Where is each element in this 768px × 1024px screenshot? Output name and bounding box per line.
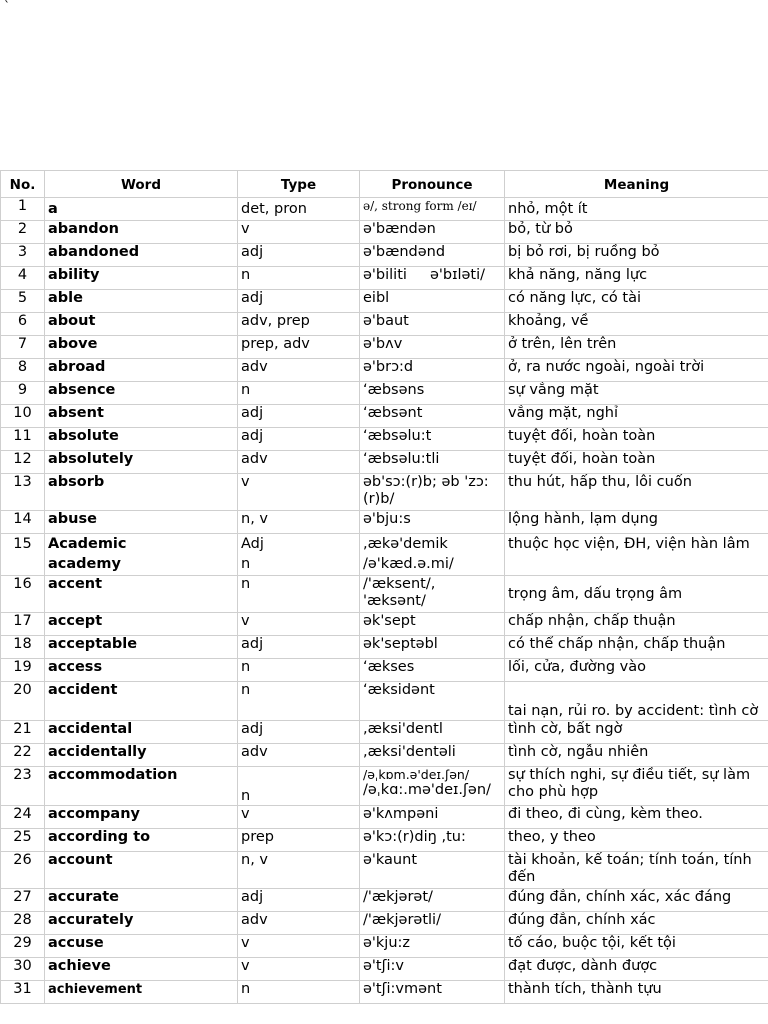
type-text: adv	[238, 912, 360, 935]
table-row	[1, 428, 768, 451]
table-row	[1, 744, 768, 767]
row-number: 5	[1, 290, 45, 313]
meaning-text: sự thích nghi, sự điều tiết, sự làm cho phù hợp	[505, 767, 768, 806]
meaning-text: tuyệt đối, hoàn toàn	[505, 451, 768, 474]
pronounce-text-secondary: /ə'kæd.ə.mi/	[363, 556, 454, 572]
type-text: n	[238, 382, 360, 405]
word-text: able	[45, 290, 238, 313]
row-number: 29	[1, 935, 45, 958]
pronounce-text: ‘ækses	[360, 659, 505, 682]
pronounce-text: ə'bʌv	[360, 336, 505, 359]
word-text: absolute	[45, 428, 238, 451]
meaning-text: đi theo, đi cùng, kèm theo.	[505, 806, 768, 829]
row-number: 20	[1, 682, 45, 721]
meaning-text: ở, ra nước ngoài, ngoài trời	[505, 359, 768, 382]
word-text: abroad	[45, 359, 238, 382]
header-meaning: Meaning	[505, 171, 768, 198]
row-number: 31	[1, 981, 45, 1004]
word-text: absent	[45, 405, 238, 428]
word-text: access	[45, 659, 238, 682]
type-text: v	[238, 806, 360, 829]
word-text: a	[48, 201, 58, 217]
pronounce-text: ə'kʌmpəni	[360, 806, 505, 829]
pronounce-text: ə'baut	[360, 313, 505, 336]
table-row	[1, 382, 768, 405]
table-row	[1, 451, 768, 474]
table-row	[1, 852, 768, 889]
stray-mark: `	[4, 0, 10, 13]
pronounce-text: ‘æbsəlu:tli	[360, 451, 505, 474]
meaning-text: bị bỏ rơi, bị ruồng bỏ	[505, 244, 768, 267]
meaning-text: đạt được, dành được	[505, 958, 768, 981]
type-text: n	[238, 682, 360, 721]
row-number: 16	[1, 576, 45, 613]
row-number: 8	[1, 359, 45, 382]
pronounce-text: eibl	[360, 290, 505, 313]
word-text-secondary: academy	[48, 556, 121, 572]
word-text: abandoned	[45, 244, 238, 267]
row-number: 7	[1, 336, 45, 359]
type-text: adv	[238, 744, 360, 767]
word-text: absolutely	[45, 451, 238, 474]
pronounce-cell	[360, 767, 505, 806]
pronounce-text: /əˌkɒm.ə'deɪ.ʃən/	[363, 767, 470, 782]
row-number: 19	[1, 659, 45, 682]
table-row	[1, 829, 768, 852]
word-cell	[45, 534, 238, 576]
table-row	[1, 336, 768, 359]
table-row	[1, 359, 768, 382]
meaning-text: tài khoản, kế toán; tính toán, tính đến	[505, 852, 768, 889]
word-text: accident	[45, 682, 238, 721]
type-text: n	[238, 659, 360, 682]
type-text: adj	[238, 636, 360, 659]
table-row	[1, 767, 768, 806]
table-row	[1, 613, 768, 636]
meaning-text: tuyệt đối, hoàn toàn	[505, 428, 768, 451]
word-text: accept	[45, 613, 238, 636]
word-text: Academic	[48, 536, 127, 552]
header-row	[1, 171, 768, 198]
table-row	[1, 912, 768, 935]
meaning-text: thu hút, hấp thu, lôi cuốn	[505, 474, 768, 511]
pronounce-text: ək'sept	[360, 613, 505, 636]
pronounce-text: ‘æksidənt	[360, 682, 505, 721]
table-row	[1, 534, 768, 576]
type-text: adj	[238, 889, 360, 912]
pronounce-text: ə'kɔ:(r)diŋ ,tu:	[360, 829, 505, 852]
table-row	[1, 636, 768, 659]
row-number: 25	[1, 829, 45, 852]
row-number: 11	[1, 428, 45, 451]
pronounce-text: ə'kaunt	[360, 852, 505, 889]
type-text: v	[238, 958, 360, 981]
pronounce-text: ək'septəbl	[360, 636, 505, 659]
type-text: prep	[238, 829, 360, 852]
type-text: v	[238, 221, 360, 244]
word-text: achieve	[45, 958, 238, 981]
row-number: 2	[1, 221, 45, 244]
meaning-text: nhỏ, một ít	[508, 201, 588, 217]
meaning-text: đúng đắn, chính xác, xác đáng	[505, 889, 768, 912]
table-row	[1, 267, 768, 290]
row-number: 13	[1, 474, 45, 511]
header-pronounce: Pronounce	[360, 171, 505, 198]
pronounce-text: ,ækə'demik	[363, 536, 448, 552]
type-text: adj	[238, 721, 360, 744]
meaning-text: đúng đắn, chính xác	[505, 912, 768, 935]
meaning-text: tình cờ, ngẫu nhiên	[505, 744, 768, 767]
pronounce-text: ə'kju:z	[360, 935, 505, 958]
word-text: according to	[45, 829, 238, 852]
meaning-text: ở trên, lên trên	[505, 336, 768, 359]
row-number: 27	[1, 889, 45, 912]
row-number: 18	[1, 636, 45, 659]
word-text: acceptable	[45, 636, 238, 659]
type-text: adv, prep	[238, 313, 360, 336]
word-cell	[45, 198, 238, 221]
word-text: ability	[45, 267, 238, 290]
meaning-cell	[505, 198, 768, 221]
meaning-text: khoảng, về	[505, 313, 768, 336]
pronounce-text: ‘æbsəns	[360, 382, 505, 405]
table-row	[1, 576, 768, 613]
row-number: 9	[1, 382, 45, 405]
table-row	[1, 935, 768, 958]
pronounce-text: ,æksi'dentəli	[360, 744, 505, 767]
row-number: 23	[1, 767, 45, 806]
pronounce-text: ə'tʃi:v	[360, 958, 505, 981]
word-text: accent	[45, 576, 238, 613]
type-text: Adj	[241, 536, 264, 552]
table-row	[1, 221, 768, 244]
meaning-text: theo, y theo	[505, 829, 768, 852]
pronounce-text: ə'bju:s	[360, 511, 505, 534]
pronounce-text: ə'bændən	[360, 221, 505, 244]
header-no: No.	[1, 171, 45, 198]
meaning-text: lộng hành, lạm dụng	[505, 511, 768, 534]
word-text: accidentally	[45, 744, 238, 767]
meaning-text: thuộc học viện, ĐH, viện hàn lâm	[505, 534, 768, 576]
word-text: accuse	[45, 935, 238, 958]
type-text: prep, adv	[238, 336, 360, 359]
pronounce-text-secondary: /əˌkɑ:.mə'deɪ.ʃən/	[363, 782, 491, 798]
type-text: det, pron	[241, 201, 307, 217]
table-row	[1, 806, 768, 829]
type-text: v	[238, 935, 360, 958]
word-text: abandon	[45, 221, 238, 244]
type-text: adv	[238, 359, 360, 382]
type-text: adj	[238, 428, 360, 451]
type-text: n, v	[238, 511, 360, 534]
header-type: Type	[238, 171, 360, 198]
word-text: account	[45, 852, 238, 889]
row-number: 24	[1, 806, 45, 829]
pronounce-text: ,æksi'dentl	[360, 721, 505, 744]
type-text: adj	[238, 405, 360, 428]
pronounce-text: /'ækjərət/	[360, 889, 505, 912]
pronounce-text: ə'biliti ə'bɪləti/	[360, 267, 505, 290]
word-text: absorb	[45, 474, 238, 511]
table-row	[1, 981, 768, 1004]
meaning-text: tình cờ, bất ngờ	[505, 721, 768, 744]
meaning-text: vắng mặt, nghỉ	[505, 405, 768, 428]
table-row	[1, 474, 768, 511]
row-number: 3	[1, 244, 45, 267]
row-number: 30	[1, 958, 45, 981]
row-number: 6	[1, 313, 45, 336]
table-row	[1, 290, 768, 313]
word-text: accurately	[45, 912, 238, 935]
type-text: adj	[238, 290, 360, 313]
vocabulary-table	[0, 170, 768, 1004]
type-text: n	[238, 981, 360, 1004]
row-number: 21	[1, 721, 45, 744]
meaning-text: lối, cửa, đường vào	[505, 659, 768, 682]
meaning-text: tai nạn, rủi ro. by accident: tình cờ	[505, 682, 768, 721]
type-text: n	[238, 767, 360, 806]
type-text: adv	[238, 451, 360, 474]
meaning-text: có năng lực, có tài	[505, 290, 768, 313]
table-row	[1, 405, 768, 428]
row-number: 17	[1, 613, 45, 636]
table-row	[1, 958, 768, 981]
word-text: accommodation	[45, 767, 238, 806]
row-number: 1	[1, 198, 45, 221]
meaning-text: khả năng, năng lực	[505, 267, 768, 290]
row-number: 26	[1, 852, 45, 889]
row-number: 28	[1, 912, 45, 935]
type-text: v	[238, 613, 360, 636]
table-row	[1, 659, 768, 682]
table-row	[1, 198, 768, 221]
type-text: n	[238, 576, 360, 613]
word-text: abuse	[45, 511, 238, 534]
word-text: accurate	[45, 889, 238, 912]
type-cell	[238, 198, 360, 221]
pronounce-text: ə/, strong form /eɪ/	[363, 199, 477, 213]
word-text: accidental	[45, 721, 238, 744]
row-number: 4	[1, 267, 45, 290]
table-row	[1, 721, 768, 744]
type-cell	[238, 534, 360, 576]
table-row	[1, 511, 768, 534]
type-text: adj	[238, 244, 360, 267]
row-number: 12	[1, 451, 45, 474]
table-row	[1, 682, 768, 721]
word-text: above	[45, 336, 238, 359]
row-number: 10	[1, 405, 45, 428]
pronounce-text: ə'tʃi:vmənt	[360, 981, 505, 1004]
type-text: n, v	[238, 852, 360, 889]
type-text: n	[238, 267, 360, 290]
meaning-text: bỏ, từ bỏ	[505, 221, 768, 244]
row-number: 15	[1, 534, 45, 576]
row-number: 14	[1, 511, 45, 534]
meaning-text: tố cáo, buộc tội, kết tội	[505, 935, 768, 958]
pronounce-cell	[360, 534, 505, 576]
word-text: about	[45, 313, 238, 336]
table-row	[1, 889, 768, 912]
pronounce-text: ə'brɔ:d	[360, 359, 505, 382]
pronounce-text: əb'sɔ:(r)b; əb 'zɔ:(r)b/	[360, 474, 505, 511]
word-text: absence	[45, 382, 238, 405]
pronounce-text: /'æksent/, 'æksənt/	[360, 576, 505, 613]
pronounce-text: ə'bændənd	[360, 244, 505, 267]
header-word: Word	[45, 171, 238, 198]
word-text: accompany	[45, 806, 238, 829]
pronounce-text: /'ækjərətli/	[360, 912, 505, 935]
meaning-text: trọng âm, dấu trọng âm	[505, 576, 768, 613]
type-text: v	[238, 474, 360, 511]
pronounce-cell	[360, 198, 505, 221]
row-number: 22	[1, 744, 45, 767]
table-row	[1, 313, 768, 336]
word-text: achievement	[45, 981, 238, 1004]
type-text-secondary: n	[241, 556, 251, 572]
meaning-text: có thể chấp nhận, chấp thuận	[505, 636, 768, 659]
table-row	[1, 244, 768, 267]
meaning-text: thành tích, thành tựu	[505, 981, 768, 1004]
pronounce-text: ‘æbsənt	[360, 405, 505, 428]
pronounce-text: ‘æbsəlu:t	[360, 428, 505, 451]
meaning-text: sự vắng mặt	[505, 382, 768, 405]
meaning-text: chấp nhận, chấp thuận	[505, 613, 768, 636]
